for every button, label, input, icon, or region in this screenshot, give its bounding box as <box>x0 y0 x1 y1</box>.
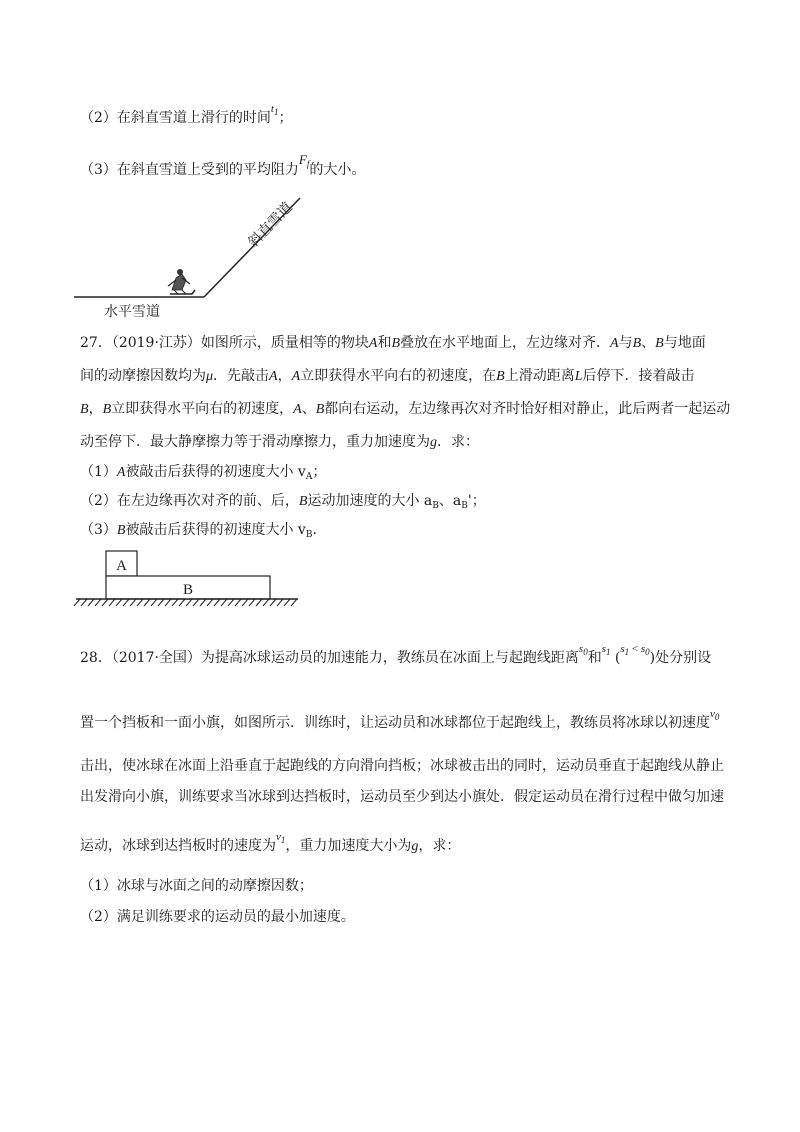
hatch-mark <box>95 599 101 606</box>
hatch-mark <box>200 599 206 606</box>
q27-part1: （1）A被敲击后获得的初速度大小 $v_A$； <box>80 464 327 482</box>
q27-line3: B，B立即获得水平向右的初速度，A、B都向右运动，左边缘再次对齐时恰好相对静止，此后两者一起运动 <box>80 401 731 417</box>
ski-slope-figure <box>70 190 310 320</box>
q28-line1: 28．（2017·全国）为提高冰球运动员的加速能力，教练员在冰面上与起跑线距离$^{s_0}$和$^{s_1}$ ($^{s_1 < s_0}$)处分别设 <box>80 643 712 666</box>
hatch-mark <box>158 599 164 606</box>
s1-symbol: s1 <box>601 643 611 657</box>
hatch-mark <box>249 599 255 606</box>
block-a-label: A <box>116 558 127 574</box>
ff-symbol: $F_f$ <box>298 152 310 169</box>
q26-part2: （2）在斜直雪道上滑行的时间$^{t_1}$； <box>80 103 293 126</box>
hatch-mark <box>242 599 248 606</box>
hatch-mark <box>221 599 227 606</box>
slope-label: 斜直雪道 <box>245 199 296 251</box>
hatch-mark <box>172 599 178 606</box>
condition-expr: s1 < s0 <box>620 643 650 657</box>
q28-part1: （1）冰球与冰面之间的动摩擦因数； <box>80 878 313 894</box>
hatch-mark <box>207 599 213 606</box>
q27-line4: 动至停下．最大静摩擦力等于滑动摩擦力，重力加速度为g．求： <box>80 434 479 450</box>
q28-line5: 运动，冰球到达挡板时的速度为$^{v_1}$，重力加速度大小为g，求： <box>80 831 461 854</box>
block-b-label: B <box>182 582 194 598</box>
flat-label: 水平雪道 <box>104 304 160 320</box>
q27-line2: 间的动摩擦因数均为μ．先敲击A，A立即获得水平向右的初速度，在B上滑动距离L后停下．接着敲击 <box>80 368 695 384</box>
hatch-mark <box>228 599 234 606</box>
q26-part3: （3）在斜直雪道上受到的平均阻力$F_f$的大小。 <box>80 152 366 178</box>
ground-hatching <box>74 599 297 606</box>
hatch-mark <box>291 599 297 606</box>
q27-line1: 27．（2019·江苏）如图所示，质量相等的物块A和B叠放在水平地面上，左边缘对齐．A与B、B与地面 <box>80 335 706 351</box>
hatch-mark <box>116 599 122 606</box>
blocks-figure <box>72 548 304 608</box>
hatch-mark <box>123 599 129 606</box>
hatch-mark <box>179 599 185 606</box>
hatch-mark <box>277 599 283 606</box>
hatch-mark <box>214 599 220 606</box>
hatch-mark <box>270 599 276 606</box>
hatch-mark <box>256 599 262 606</box>
hatch-mark <box>88 599 94 606</box>
t1-symbol: t1 <box>270 103 279 117</box>
q27-part3: （3）B被敲击后获得的初速度大小 $v_B$. <box>80 522 317 540</box>
q27-part2: （2）在左边缘再次对齐的前、后，B运动加速度的大小 $a_B$、$a_B'$； <box>80 493 486 511</box>
hatch-mark <box>151 599 157 606</box>
skier-icon <box>168 269 195 294</box>
q28-line3: 击出，使冰球在冰面上沿垂直于起跑线的方向滑向挡板；冰球被击出的同时，运动员垂直于起跑线从静止 <box>80 758 724 774</box>
hatch-mark <box>74 599 80 606</box>
hatch-mark <box>137 599 143 606</box>
hatch-mark <box>102 599 108 606</box>
v0-symbol: v0 <box>710 708 720 722</box>
q28-line2: 置一个挡板和一面小旗，如图所示．训练时，让运动员和冰球都位于起跑线上，教练员将冰球以初速度$^{v_0}$ <box>80 708 720 731</box>
hatch-mark <box>109 599 115 606</box>
q28-line4: 出发滑向小旗，训练要求当冰球到达挡板时，运动员至少到达小旗处．假定运动员在滑行过程中做匀加速 <box>80 789 724 805</box>
hatch-mark <box>235 599 241 606</box>
hatch-mark <box>165 599 171 606</box>
s0-symbol: s0 <box>578 643 588 657</box>
hatch-mark <box>81 599 87 606</box>
hatch-mark <box>263 599 269 606</box>
v1-symbol: v1 <box>276 831 286 845</box>
q28-part2: （2）满足训练要求的运动员的最小加速度。 <box>80 909 355 925</box>
hatch-mark <box>144 599 150 606</box>
hatch-mark <box>193 599 199 606</box>
hatch-mark <box>186 599 192 606</box>
hatch-mark <box>284 599 290 606</box>
hatch-mark <box>130 599 136 606</box>
